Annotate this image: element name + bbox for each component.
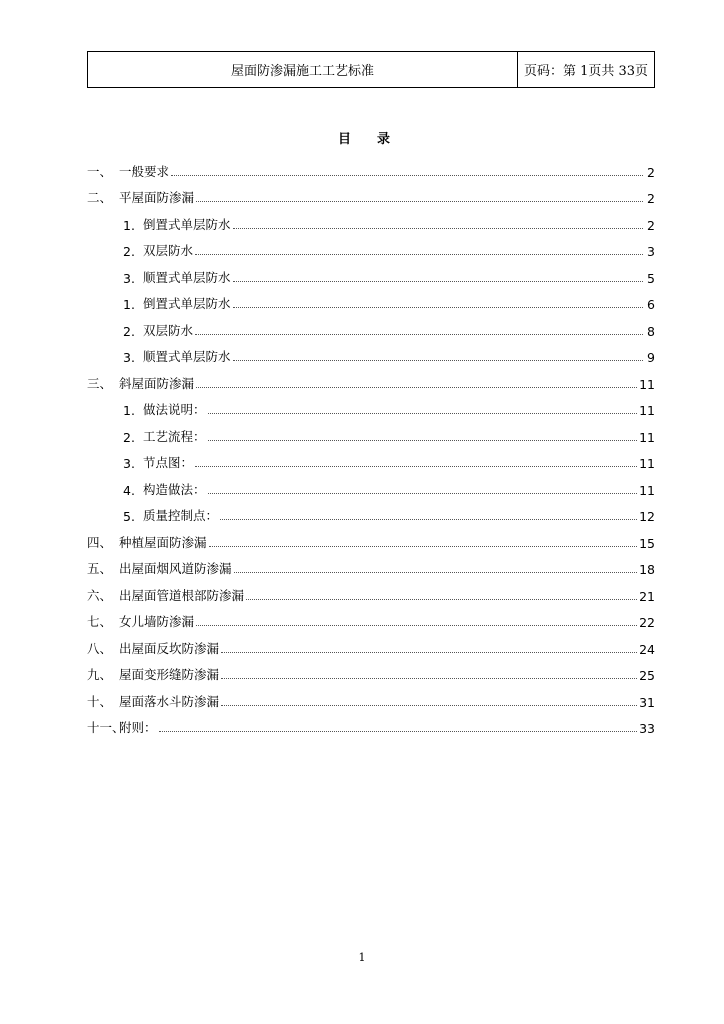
- toc-entry[interactable]: [87, 286, 655, 313]
- toc-entry-label: 顺置式单层防水: [143, 349, 231, 364]
- toc-entry[interactable]: [87, 233, 655, 260]
- toc-entry-number: 3.: [123, 456, 135, 471]
- toc-entry-label: 节点图：: [143, 455, 194, 470]
- toc-entry-page: 9: [647, 350, 655, 365]
- toc-entry-number: 一、: [87, 163, 113, 179]
- toc-entry-page: 33: [639, 721, 655, 736]
- toc-entry-label: 工艺流程：: [143, 428, 206, 444]
- toc-entry-label: 出屋面烟风道防渗漏: [119, 561, 232, 576]
- toc-entry-page: 24: [639, 641, 655, 657]
- toc-entry-label: 种植屋面防渗漏: [119, 534, 207, 550]
- toc-entry-page: 11: [639, 482, 655, 498]
- toc-entry-number: 十一、: [87, 720, 125, 735]
- toc-entry-page: 2: [647, 217, 655, 233]
- page-info: 页码：第 1页共 33页: [523, 64, 649, 79]
- toc-entry-number: 1.: [123, 217, 135, 233]
- toc-entry-page: 22: [639, 615, 655, 630]
- toc-entry-label: 女儿墙防渗漏: [119, 614, 195, 629]
- toc-entry-page: 15: [639, 535, 655, 551]
- toc-entry[interactable]: [87, 498, 655, 525]
- toc-entry[interactable]: [87, 683, 655, 710]
- table-of-contents: [87, 153, 655, 736]
- toc-entry[interactable]: [87, 577, 655, 604]
- toc-entry[interactable]: [87, 418, 655, 445]
- toc-entry-page: 31: [639, 694, 655, 710]
- toc-entry[interactable]: [87, 551, 655, 578]
- toc-entry-number: 2.: [123, 429, 135, 445]
- toc-leader-dots: [234, 571, 638, 573]
- toc-entry[interactable]: [87, 180, 655, 207]
- toc-entry-label: 顺置式单层防水: [143, 269, 231, 285]
- toc-entry-label: 屋面落水斗防渗漏: [119, 693, 220, 709]
- toc-leader-dots: [196, 624, 637, 626]
- toc-leader-dots: [195, 333, 643, 335]
- toc-entry[interactable]: [87, 445, 655, 472]
- toc-entry-label: 双层防水: [143, 243, 194, 258]
- toc-leader-dots: [233, 306, 643, 308]
- toc-leader-dots: [159, 730, 638, 732]
- toc-entry-label: 质量控制点：: [143, 508, 219, 523]
- toc-entry[interactable]: [87, 153, 655, 180]
- toc-leader-dots: [171, 174, 643, 176]
- page-number: 1: [358, 951, 366, 964]
- toc-entry-page: 8: [647, 323, 655, 339]
- toc-entry[interactable]: [87, 524, 655, 551]
- toc-entry-label: 一般要求: [119, 163, 170, 179]
- toc-entry-page: 6: [647, 297, 655, 312]
- toc-heading: 目录: [337, 132, 416, 147]
- toc-leader-dots: [233, 359, 643, 361]
- toc-entry-page: 2: [647, 164, 655, 180]
- toc-leader-dots: [221, 704, 637, 706]
- document-header: [87, 51, 655, 88]
- toc-entry-number: 3.: [123, 270, 135, 286]
- toc-leader-dots: [209, 545, 638, 547]
- toc-entry-number: 2.: [123, 323, 135, 339]
- toc-entry[interactable]: [87, 471, 655, 498]
- toc-entry-number: 八、: [87, 640, 113, 656]
- toc-entry[interactable]: [87, 630, 655, 657]
- toc-leader-dots: [220, 518, 637, 520]
- toc-entry[interactable]: [87, 604, 655, 631]
- toc-entry[interactable]: [87, 339, 655, 366]
- toc-leader-dots: [233, 280, 643, 282]
- toc-entry-page: 21: [639, 588, 655, 604]
- toc-entry-label: 倒置式单层防水: [143, 216, 231, 232]
- toc-entry-label: 屋面变形缝防渗漏: [119, 667, 220, 682]
- toc-entry-number: 2.: [123, 244, 135, 259]
- toc-entry[interactable]: [87, 392, 655, 419]
- toc-entry-label: 附则：: [119, 720, 157, 735]
- toc-entry-label: 构造做法：: [143, 481, 206, 497]
- toc-entry[interactable]: [87, 206, 655, 233]
- toc-entry-page: 2: [647, 191, 655, 206]
- toc-leader-dots: [208, 492, 638, 494]
- toc-leader-dots: [233, 227, 643, 229]
- toc-entry-label: 斜屋面防渗漏: [119, 375, 195, 391]
- toc-leader-dots: [196, 200, 643, 202]
- toc-leader-dots: [221, 677, 637, 679]
- toc-entry-number: 六、: [87, 587, 113, 603]
- toc-entry[interactable]: [87, 657, 655, 684]
- toc-entry-number: 九、: [87, 667, 113, 682]
- toc-leader-dots: [195, 465, 637, 467]
- toc-entry-number: 1.: [123, 403, 135, 418]
- toc-entry-label: 双层防水: [143, 322, 194, 338]
- toc-entry-page: 18: [639, 562, 655, 577]
- toc-entry-page: 12: [639, 509, 655, 524]
- toc-entry-page: 25: [639, 668, 655, 683]
- toc-entry-number: 4.: [123, 482, 135, 498]
- toc-entry-page: 5: [647, 270, 655, 286]
- toc-entry-label: 出屋面管道根部防渗漏: [119, 587, 245, 603]
- toc-entry-label: 平屋面防渗漏: [119, 190, 195, 205]
- toc-leader-dots: [196, 386, 637, 388]
- toc-entry-label: 出屋面反坎防渗漏: [119, 640, 220, 656]
- toc-entry-label: 做法说明：: [143, 402, 206, 417]
- toc-leader-dots: [208, 439, 638, 441]
- toc-entry-label: 倒置式单层防水: [143, 296, 231, 311]
- toc-entry[interactable]: [87, 710, 655, 737]
- toc-leader-dots: [246, 598, 637, 600]
- toc-entry-page: 11: [639, 376, 655, 392]
- toc-entry-page: 11: [639, 456, 655, 471]
- toc-entry[interactable]: [87, 312, 655, 339]
- toc-leader-dots: [195, 253, 643, 255]
- toc-entry-number: 3.: [123, 350, 135, 365]
- toc-entry-number: 三、: [87, 375, 113, 391]
- toc-entry[interactable]: [87, 259, 655, 286]
- toc-leader-dots: [208, 412, 638, 414]
- toc-entry-number: 五、: [87, 561, 113, 576]
- toc-entry[interactable]: [87, 365, 655, 392]
- toc-entry-number: 七、: [87, 614, 113, 629]
- toc-entry-page: 11: [639, 403, 655, 418]
- document-title: 屋面防渗漏施工工艺标准: [88, 52, 518, 87]
- toc-entry-number: 1.: [123, 297, 135, 312]
- toc-leader-dots: [221, 651, 637, 653]
- toc-entry-page: 11: [639, 429, 655, 445]
- toc-entry-number: 二、: [87, 190, 113, 205]
- toc-entry-number: 十、: [87, 693, 113, 709]
- toc-entry-number: 5.: [123, 509, 135, 524]
- toc-entry-number: 四、: [87, 534, 113, 550]
- toc-entry-page: 3: [647, 244, 655, 259]
